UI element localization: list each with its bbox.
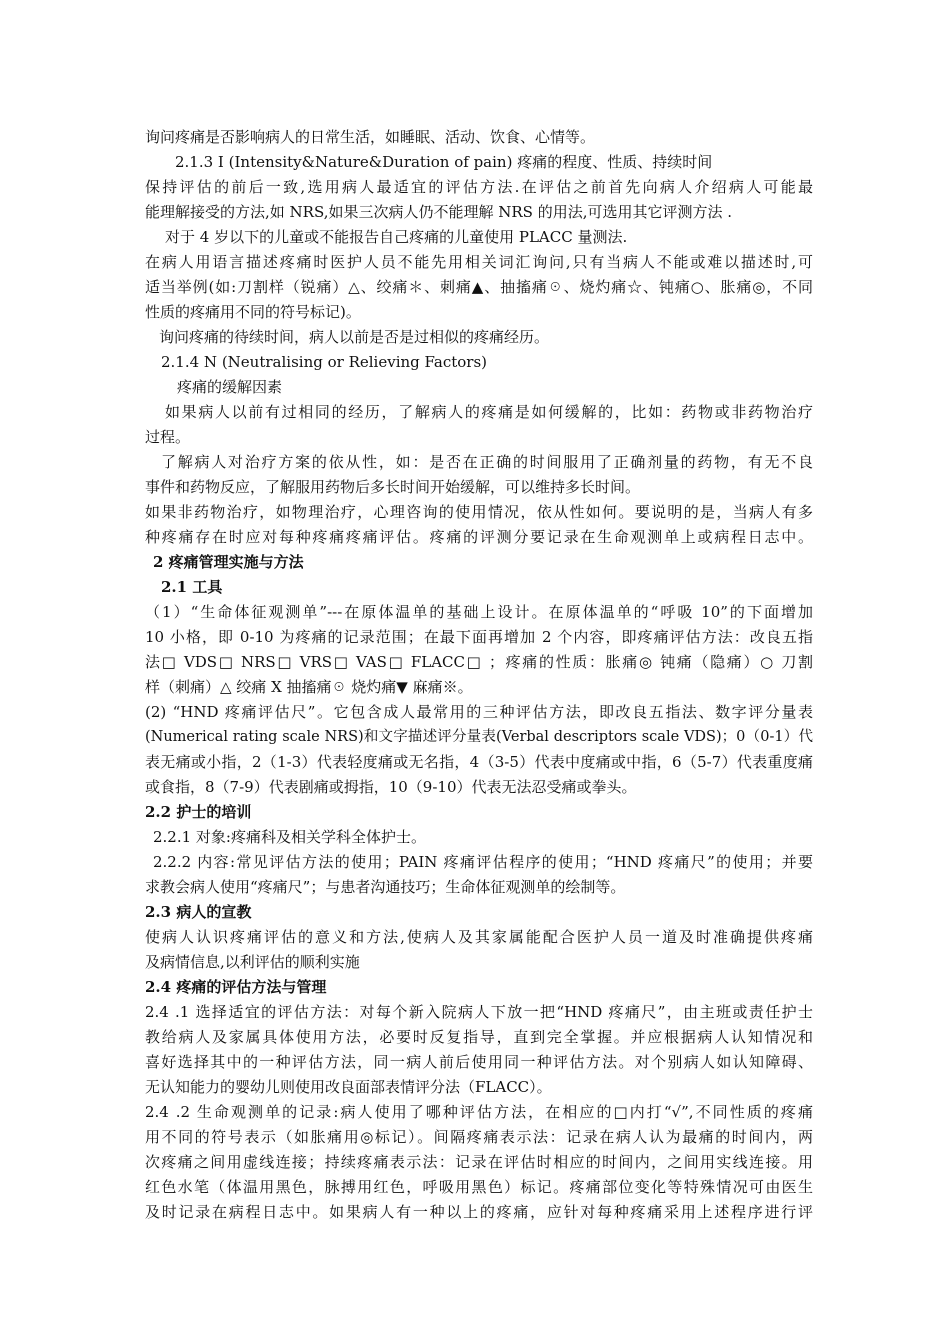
paragraph-line: 能理解接受的方法,如 NRS,如果三次病人仍不能理解 NRS 的用法,可选用其它评测方法 .	[145, 203, 733, 221]
paragraph-line: 疼痛的缓解因素	[177, 378, 283, 396]
paragraph-line: 事件和药物反应，了解服用药物后多长时间开始缓解，可以维持多长时间。	[145, 478, 641, 496]
paragraph-line: 次疼痛之间用虚线连接；持续疼痛表示法：记录在评估时相应的时间内，之间用实线连接。用	[145, 1153, 813, 1171]
paragraph-line: 如果病人以前有过相同的经历，了解病人的疼痛是如何缓解的，比如：药物或非药物治疗	[165, 403, 813, 421]
paragraph-line: 求教会病人使用“疼痛尺”；与患者沟通技巧；生命体征观测单的绘制等。	[145, 878, 626, 896]
paragraph-line: 性质的疼痛用不同的符号标记)。	[145, 303, 361, 321]
paragraph-line: 表无痛或小指，2（1-3）代表轻度痛或无名指，4（3-5）代表中度痛或中指，6（5-7）代表重度痛	[145, 753, 813, 771]
paragraph-line: 10 小格，即 0-10 为疼痛的记录范围；在最下面再增加 2 个内容，即疼痛评估方法：改良五指	[145, 628, 813, 646]
paragraph-line: 红色水笔（体温用黑色，脉搏用红色，呼吸用黑色）标记。疼痛部位变化等特殊情况可由医生	[145, 1178, 813, 1196]
paragraph-line: 无认知能力的婴幼儿则使用改良面部表情评分法（FLACC）。	[145, 1078, 552, 1096]
paragraph-line: 2.2.2 内容:常见评估方法的使用；PAIN 疼痛评估程序的使用；“HND 疼痛尺”的使用；并要	[153, 853, 813, 871]
section-heading: 2.4 疼痛的评估方法与管理	[145, 978, 327, 996]
paragraph-line: 2.2.1 对象:疼痛科及相关学科全体护士。	[153, 828, 426, 846]
paragraph-line: 在病人用语言描述疼痛时医护人员不能先用相关词汇询问,只有当病人不能或难以描述时,可	[145, 253, 813, 271]
paragraph-line: 对于 4 岁以下的儿童或不能报告自己疼痛的儿童使用 PLACC 量测法.	[165, 228, 628, 246]
paragraph-line: 2.4 .2 生命观测单的记录:病人使用了哪种评估方法，在相应的□内打“√”,不同性质的疼痛	[145, 1103, 813, 1121]
paragraph-line: 过程。	[145, 428, 191, 446]
paragraph-line: 法□ VDS□ NRS□ VRS□ VAS□ FLACC□ ；疼痛的性质：胀痛◎ 钝痛（隐痛）○ 刀割	[145, 653, 813, 671]
section-heading: 2.1 工具	[161, 578, 223, 596]
paragraph-line: 教给病人及家属具体使用方法，必要时反复指导，直到完全掌握。并应根据病人认知情况和	[145, 1028, 813, 1046]
paragraph-line: 2.4 .1 选择适宜的评估方法：对每个新入院病人下放一把“HND 疼痛尺”，由主班或责任护士	[145, 1003, 813, 1021]
paragraph-line: 使病人认识疼痛评估的意义和方法,使病人及其家属能配合医护人员一道及时准确提供疼痛	[145, 928, 813, 946]
paragraph-line: 保持评估的前后一致,选用病人最适宜的评估方法.在评估之前首先向病人介绍病人可能最	[145, 178, 813, 196]
paragraph-line: 了解病人对治疗方案的依从性，如：是否在正确的时间服用了正确剂量的药物，有无不良	[161, 453, 813, 471]
paragraph-line: (2) “HND 疼痛评估尺”。它包含成人最常用的三种评估方法，即改良五指法、数字评分量表	[145, 703, 813, 721]
paragraph-line: 样（刺痛）△ 绞痛 X 抽搐痛☉ 烧灼痛▼ 麻痛※。	[145, 678, 473, 696]
paragraph-line: 用不同的符号表示（如胀痛用◎标记）。间隔疼痛表示法：记录在病人认为最痛的时间内，两	[145, 1128, 813, 1146]
paragraph-line: 询问疼痛的待续时间，病人以前是否是过相似的疼痛经历。	[159, 328, 550, 346]
paragraph-line: （1）“生命体征观测单”---在原体温单的基础上设计。在原体温单的“呼吸 10”的下面增加	[145, 603, 813, 621]
paragraph-line: 询问疼痛是否影响病人的日常生活，如睡眠、活动、饮食、心情等。	[145, 128, 596, 146]
paragraph-line: 如果非药物治疗，如物理治疗，心理咨询的使用情况，依从性如何。要说明的是，当病人有多	[145, 503, 813, 521]
paragraph-line: 喜好选择其中的一种评估方法，同一病人前后使用同一种评估方法。对个别病人如认知障碍、	[145, 1053, 813, 1071]
paragraph-line: 或食指，8（7-9）代表剧痛或拇指，10（9-10）代表无法忍受痛或拳头。	[145, 778, 637, 796]
paragraph-line: 种疼痛存在时应对每种疼痛疼痛评估。疼痛的评测分要记录在生命观测单上或病程日志中。	[145, 528, 813, 546]
paragraph-line: (Numerical rating scale NRS)和文字描述评分量表(Verbal descriptors scale VDS)；0（0-1）代	[145, 729, 813, 745]
paragraph-line: 2.1.4 N (Neutralising or Relieving Factors)	[161, 353, 488, 371]
paragraph-line: 及时记录在病程日志中。如果病人有一种以上的疼痛，应针对每种疼痛采用上述程序进行评	[145, 1203, 813, 1221]
section-heading: 2 疼痛管理实施与方法	[153, 553, 304, 571]
paragraph-line: 及病情信息,以利评估的顺利实施	[145, 953, 360, 971]
paragraph-line: 适当举例(如:刀割样（锐痛）△、绞痛＊、刺痛▲、抽搐痛☉、烧灼痛☆、钝痛○、胀痛◎，不同	[145, 278, 813, 296]
paragraph-line: 2.1.3 I (Intensity&Nature&Duration of pain) 疼痛的程度、性质、持续时间	[175, 153, 713, 171]
section-heading: 2.3 病人的宣教	[145, 903, 252, 921]
section-heading: 2.2 护士的培训	[145, 803, 252, 821]
